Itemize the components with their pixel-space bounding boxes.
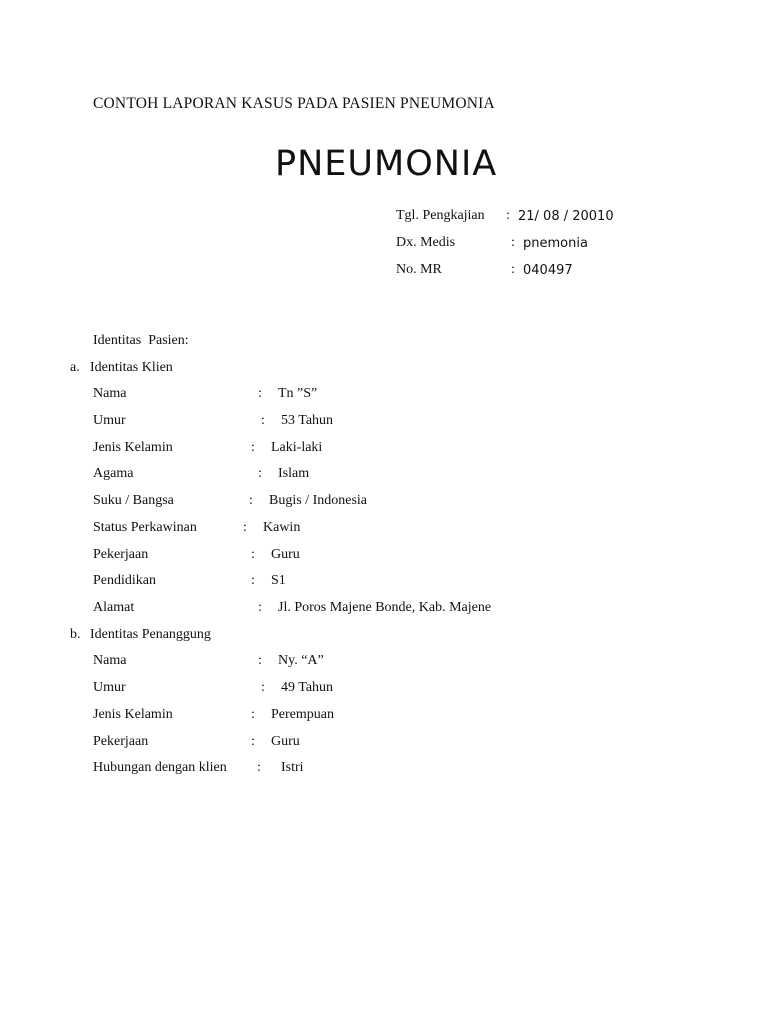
klien-row-colon: : xyxy=(258,386,262,401)
meta-mr-value: 040497 xyxy=(523,263,573,278)
klien-row-colon: : xyxy=(251,440,255,455)
section-a-marker: a. xyxy=(70,360,80,375)
penanggung-row-colon: : xyxy=(257,760,261,775)
meta-mr-label: No. MR xyxy=(396,262,442,277)
identitas-heading: Identitas Pasien: xyxy=(93,333,189,348)
penanggung-row-value: Istri xyxy=(281,760,304,775)
section-b-title: Identitas Penanggung xyxy=(90,627,211,642)
klien-row-colon: : xyxy=(251,547,255,562)
klien-row-colon: : xyxy=(261,413,265,428)
penanggung-row-value: Guru xyxy=(271,734,300,749)
klien-row-label: Nama xyxy=(93,386,127,401)
penanggung-row-value: 49 Tahun xyxy=(281,680,334,695)
penanggung-row-value: Ny. “A” xyxy=(278,653,324,668)
klien-row-colon: : xyxy=(251,573,255,588)
klien-row-colon: : xyxy=(258,466,262,481)
meta-dx-colon: : xyxy=(511,235,515,250)
klien-row-colon: : xyxy=(249,493,253,508)
klien-row-label: Alamat xyxy=(93,600,135,615)
penanggung-row-label: Pekerjaan xyxy=(93,734,149,749)
penanggung-row-label: Umur xyxy=(93,680,126,695)
klien-row-value: Kawin xyxy=(263,520,301,535)
klien-row-value: Guru xyxy=(271,547,300,562)
klien-row-label: Suku / Bangsa xyxy=(93,493,174,508)
meta-tgl-value: 21/ 08 / 20010 xyxy=(518,209,614,224)
klien-row-value: S1 xyxy=(271,573,286,588)
meta-dx-label: Dx. Medis xyxy=(396,235,456,250)
klien-row-value: 53 Tahun xyxy=(281,413,334,428)
penanggung-row-colon: : xyxy=(261,680,265,695)
klien-row-label: Agama xyxy=(93,466,134,481)
meta-dx-value: pnemonia xyxy=(523,236,588,251)
klien-row-label: Pendidikan xyxy=(93,573,156,588)
meta-tgl-colon: : xyxy=(506,208,510,223)
meta-tgl-label: Tgl. Pengkajian xyxy=(396,208,485,223)
document-title: PNEUMONIA xyxy=(275,144,498,184)
klien-row-colon: : xyxy=(258,600,262,615)
penanggung-row-label: Hubungan dengan klien xyxy=(93,760,227,775)
penanggung-row-colon: : xyxy=(258,653,262,668)
klien-row-label: Jenis Kelamin xyxy=(93,440,173,455)
klien-row-value: Tn ”S” xyxy=(278,386,318,401)
klien-row-value: Islam xyxy=(278,466,310,481)
penanggung-row-colon: : xyxy=(251,734,255,749)
section-b-marker: b. xyxy=(70,627,81,642)
klien-row-value: Laki-laki xyxy=(271,440,323,455)
penanggung-row-label: Nama xyxy=(93,653,127,668)
meta-mr-colon: : xyxy=(511,262,515,277)
section-a-title: Identitas Klien xyxy=(90,360,173,375)
klien-row-value: Bugis / Indonesia xyxy=(269,493,367,508)
penanggung-row-value: Perempuan xyxy=(271,707,334,722)
document-heading: CONTOH LAPORAN KASUS PADA PASIEN PNEUMONIA xyxy=(93,95,495,112)
klien-row-label: Pekerjaan xyxy=(93,547,149,562)
klien-row-label: Umur xyxy=(93,413,126,428)
klien-row-label: Status Perkawinan xyxy=(93,520,197,535)
penanggung-row-label: Jenis Kelamin xyxy=(93,707,173,722)
klien-row-colon: : xyxy=(243,520,247,535)
penanggung-row-colon: : xyxy=(251,707,255,722)
klien-row-value: Jl. Poros Majene Bonde, Kab. Majene xyxy=(278,600,492,615)
